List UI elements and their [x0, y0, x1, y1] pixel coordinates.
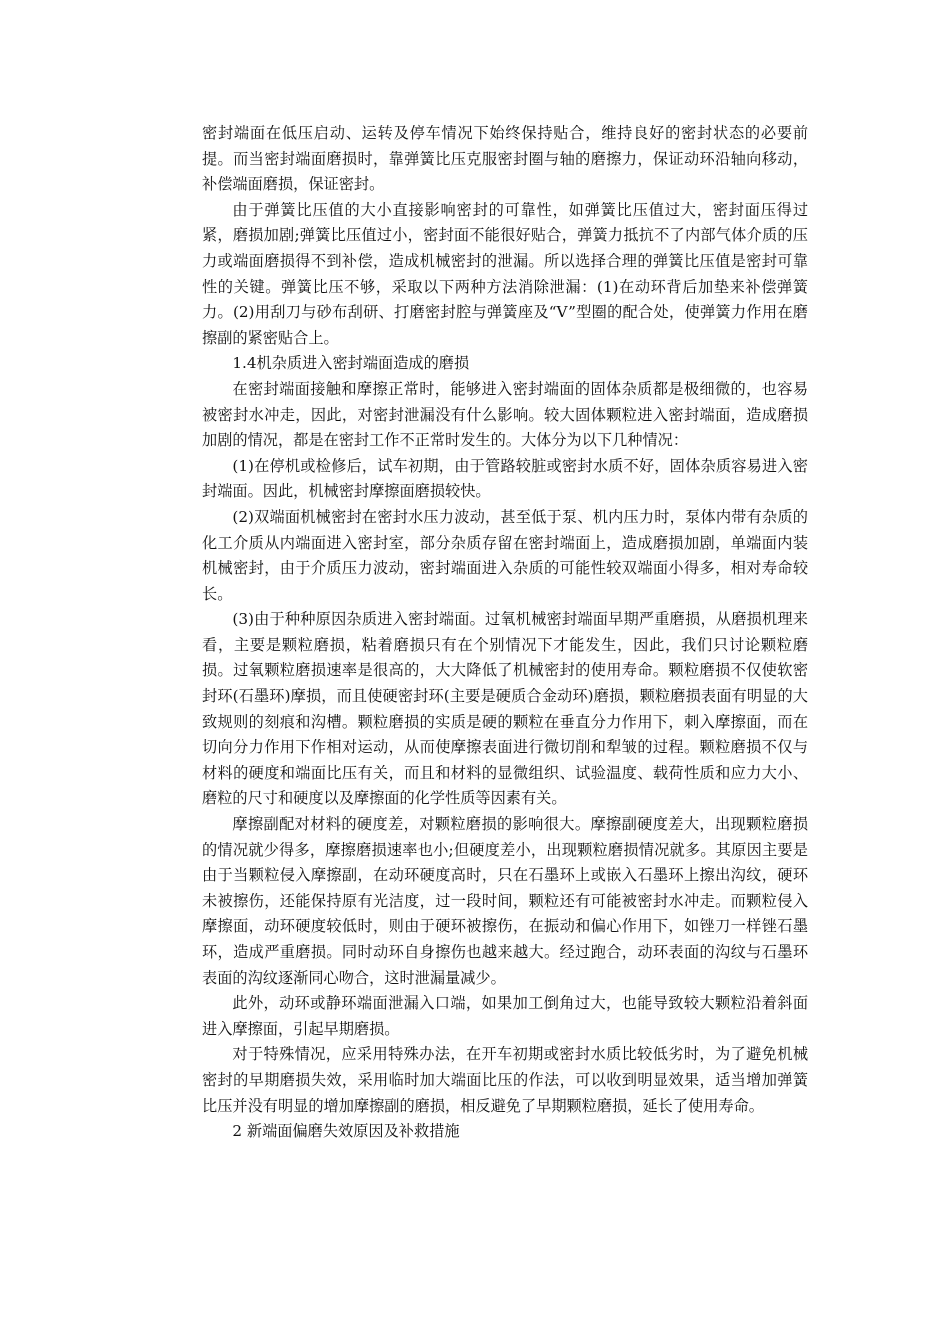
paragraph-case-1: (1)在停机或检修后，试车初期，由于管路较脏或密封水质不好，固体杂质容易进入密封端面。因此，机械密封摩擦面磨损较快。	[202, 456, 808, 501]
section-heading-1-4: 1.4机杂质进入密封端面造成的磨损	[232, 354, 470, 373]
paragraph-case-2: (2)双端面机械密封在密封水压力波动，甚至低于泵、机内压力时，泵体内带有杂质的化工介质从内端面进入密封室，部分杂质存留在密封端面上，造成磨损加剧，单端面内装机械密封，由于介质压力波动，密封端面进入杂质的可能性较双端面小得多，相对寿命较长。	[202, 507, 808, 603]
paragraph-seal-fit-continuation: 密封端面在低压启动、运转及停车情况下始终保持贴合，维持良好的密封状态的必要前提。而当密封端面磨损时，靠弹簧比压克服密封圈与轴的磨擦力，保证动环沿轴向移动，补偿端面磨损，保证密封。	[202, 124, 808, 194]
document-page	[202, 121, 808, 1145]
section-heading-2: 2 新端面偏磨失效原因及补救措施	[232, 1122, 460, 1141]
paragraph-special-cases: 对于特殊情况，应采用特殊办法，在开车初期或密封水质比较低劣时，为了避免机械密封的早期磨损失效，采用临时加大端面比压的作法，可以收到明显效果，适当增加弹簧比压并没有明显的增加摩擦副的磨损，相反避免了早期颗粒磨损，延长了使用寿命。	[202, 1045, 808, 1115]
paragraph-impurities-intro: 在密封端面接触和摩擦正常时，能够进入密封端面的固体杂质都是极细微的，也容易被密封水冲走，因此，对密封泄漏没有什么影响。较大固体颗粒进入密封端面，造成磨损加剧的情况，都是在密封工作不正常时发生的。大体分为以下几种情况：	[202, 379, 808, 450]
paragraph-hardness-difference: 摩擦副配对材料的硬度差，对颗粒磨损的影响很大。摩擦副硬度差大，出现颗粒磨损的情况就少得多，摩擦磨损速率也小;但硬度差小，出现颗粒磨损情况就多。其原因主要是由于当颗粒侵入摩擦副，在动环硬度高时，只在石墨环上或嵌入石墨环上擦出沟纹，硬环未被擦伤，还能保持原有光洁度，过一段时间，颗粒还有可能被密封水冲走。而颗粒侵入摩擦面，动环硬度较低时，则由于硬环被擦伤，在振动和偏心作用下，如锉刀一样锉石墨环，造成严重磨损。同时动环自身擦伤也越来越大。经过跑合，动环表面的沟纹与石墨环表面的沟纹逐渐同心吻合，这时泄漏量减少。	[202, 815, 808, 987]
paragraph-case-3: (3)由于种种原因杂质进入密封端面。过氧机械密封端面早期严重磨损，从磨损机理来看，主要是颗粒磨损，粘着磨损只有在个别情况下才能发生，因此，我们只讨论颗粒磨损。过氧颗粒磨损速率是很高的，大大降低了机械密封的使用寿命。颗粒磨损不仅使软密封环(石墨环)摩损，而且使硬密封环(主要是硬质合金动环)磨损，颗粒磨损表面有明显的大致规则的刻痕和沟槽。颗粒磨损的实质是硬的颗粒在垂直分力作用下，刺入摩擦面，而在切向分力作用下作相对运动，从而使摩擦表面进行微切削和犁皱的过程。颗粒磨损不仅与材料的硬度和端面比压有关，而且和材料的显微组织、试验温度、载荷性质和应力大小、磨粒的尺寸和硬度以及摩擦面的化学性质等因素有关。	[202, 610, 808, 808]
paragraph-chamfer: 此外，动环或静环端面泄漏入口端，如果加工倒角过大，也能导致较大颗粒沿着斜面进入摩擦面，引起早期磨损。	[202, 994, 808, 1038]
paragraph-spring-pressure: 由于弹簧比压值的大小直接影响密封的可靠性，如弹簧比压值过大，密封面压得过紧，磨损加剧;弹簧比压值过小，密封面不能很好贴合，弹簧力抵抗不了内部气体介质的压力或端面磨损得不到补偿，造成机械密封的泄漏。所以选择合理的弹簧比压值是密封可靠性的关键。弹簧比压不够，采取以下两种方法消除泄漏：(1)在动环背后加垫来补偿弹簧力。(2)用刮刀与砂布刮研、打磨密封腔与弹簧座及“V”型圈的配合处，使弹簧力作用在磨擦副的紧密贴合上。	[202, 200, 808, 347]
